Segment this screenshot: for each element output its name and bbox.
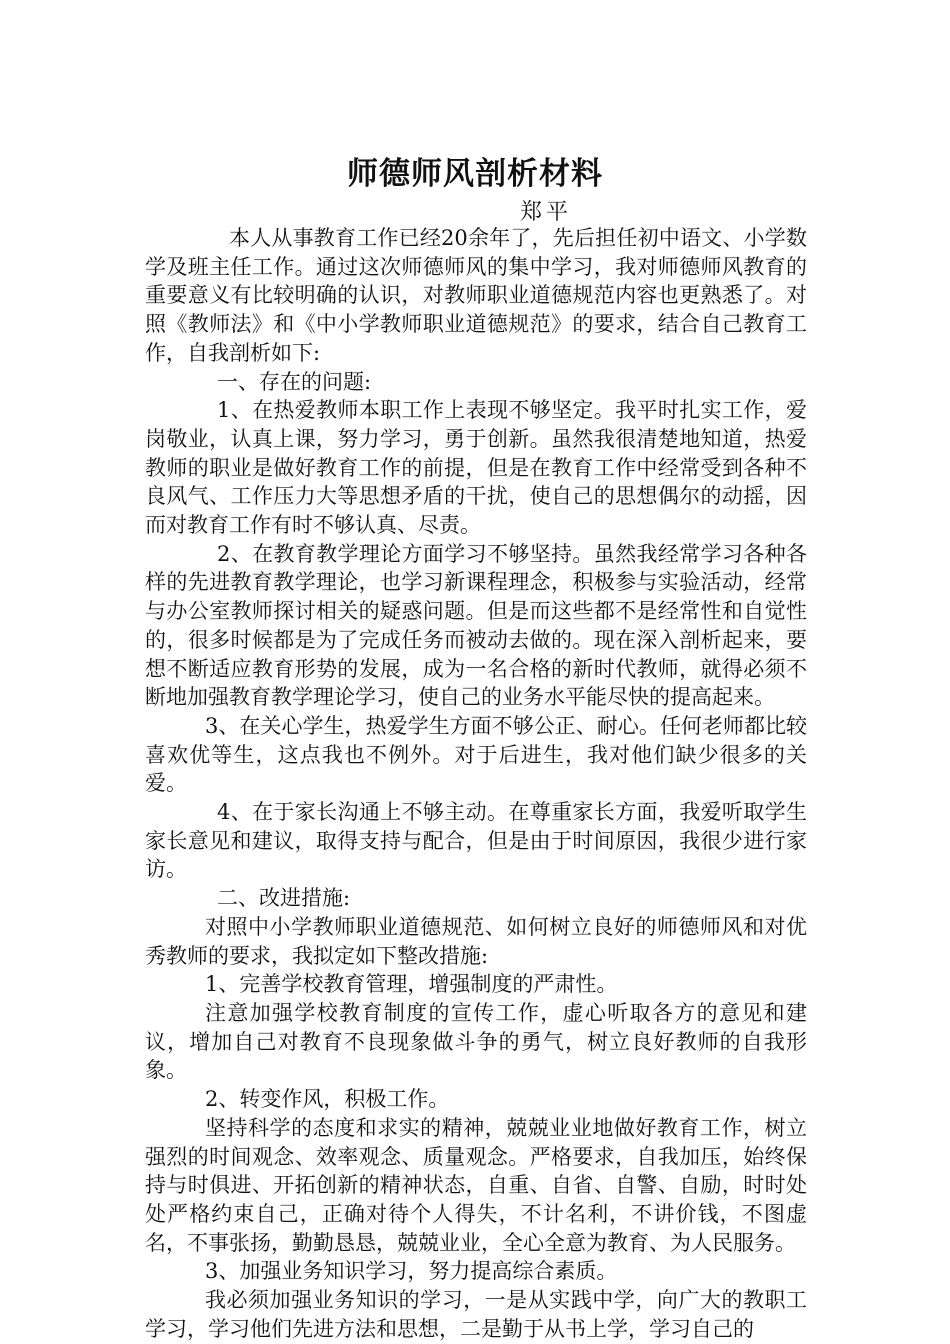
- document-body: [145, 224, 807, 1343]
- paragraph-problem-3: 3、在关心学生，热爱学生方面不够公正、耐心。任何老师都比较喜欢优等生，这点我也不例外。对于后进生，我对他们缺少很多的关爱。: [145, 713, 807, 796]
- subheading-measure-1: 1、完善学校教育管理，增强制度的严肃性。: [205, 972, 618, 997]
- paragraph-intro: 本人从事教育工作已经20余年了，先后担任初中语文、小学数学及班主任工作。通过这次师德师风的集中学习，我对师德师风教育的重要意义有比较明确的认识，对教师职业道德规范内容也更熟悉了。对照《教师法》和《中小学教师职业道德规范》的要求，结合自己教育工作，自我剖析如下:: [145, 226, 807, 365]
- paragraph-measure-3: 我必须加强业务知识的学习，一是从实践中学，向广大的教职工学习，学习他们先进方法和思想，二是勤于从书上学，学习自己的: [145, 1288, 807, 1341]
- paragraph-measure-1: 注意加强学校教育制度的宣传工作，虚心听取各方的意见和建议，增加自己对教育不良现象做斗争的勇气，树立良好教师的自我形象。: [145, 1000, 807, 1083]
- section-heading-measures: 二、改进措施:: [217, 886, 351, 911]
- paragraph-measures-intro: 对照中小学教师职业道德规范、如何树立良好的师德师风和对优秀教师的要求，我拟定如下整改措施:: [145, 914, 807, 968]
- paragraph-measure-2: 坚持科学的态度和求实的精神，兢兢业业地做好教育工作，树立强烈的时间观念、效率观念、质量观念。严格要求，自我加压，始终保持与时俱进、开拓创新的精神状态，自重、自省、自警、自励，时时处处严格约束自己，正确对待个人得失，不计名利，不讲价钱，不图虚名，不事张扬，勤勤恳恳，兢兢业业，全心全意为教育、为人民服务。: [145, 1115, 807, 1255]
- subheading-measure-3: 3、加强业务知识学习，努力提高综合素质。: [205, 1259, 618, 1284]
- document-author: 郑平: [520, 200, 573, 225]
- document-title: 师德师风剖析材料: [347, 156, 603, 192]
- paragraph-problem-4: 4、在于家长沟通上不够主动。在尊重家长方面，我爱听取学生家长意见和建议，取得支持与配合，但是由于时间原因，我很少进行家访。: [145, 800, 807, 882]
- paragraph-problem-1: 1、在热爱教师本职工作上表现不够坚定。我平时扎实工作，爱岗敬业，认真上课，努力学习，勇于创新。虽然我很清楚地知道，热爱教师的职业是做好教育工作的前提，但是在教育工作中经常受到各种不良风气、工作压力大等思想矛盾的干扰，使自己的思想偶尔的动摇，因而对教育工作有时不够认真、尽责。: [145, 398, 807, 538]
- section-heading-problems: 一、存在的问题:: [217, 369, 372, 394]
- subheading-measure-2: 2、转变作风，积极工作。: [205, 1087, 450, 1112]
- paragraph-problem-2: 2、在教育教学理论方面学习不够坚持。虽然我经常学习各种各样的先进教育教学理论，也学习新课程理念，积极参与实验活动，经常与办公室教师探讨相关的疑惑问题。但是而这些都不是经常性和自觉性的，很多时候都是为了完成任务而被动去做的。现在深入剖析起来，要想不断适应教育形势的发展，成为一名合格的新时代教师，就得必须不断地加强教育教学理论学习，使自己的业务水平能尽快的提高起来。: [145, 541, 807, 710]
